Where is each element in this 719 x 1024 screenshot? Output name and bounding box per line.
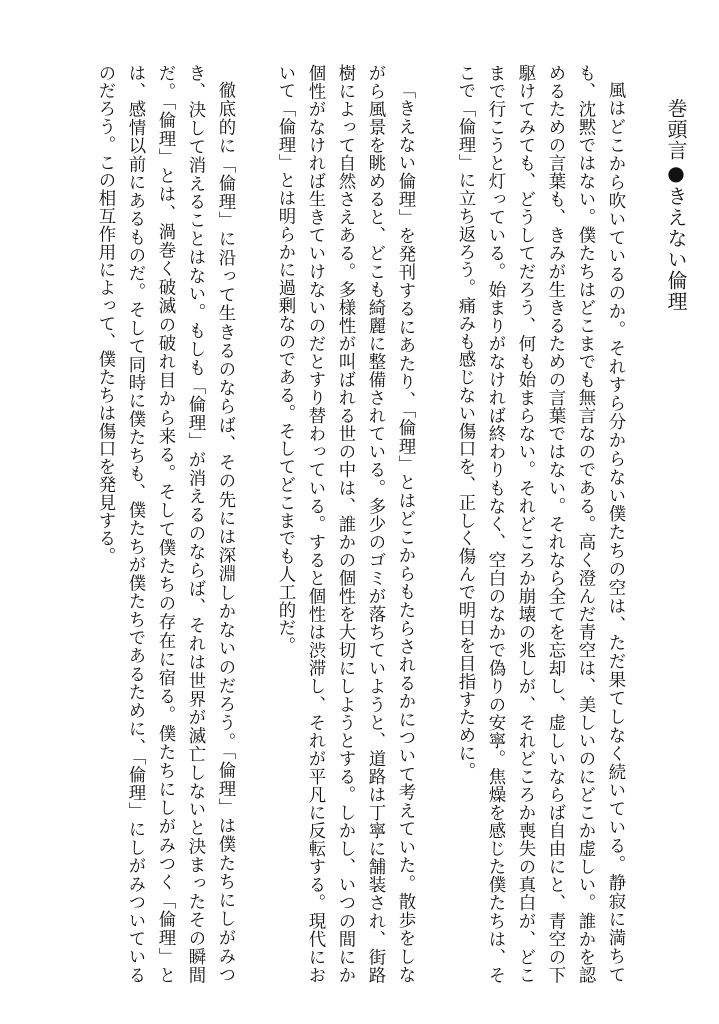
- vertical-essay-body: [90, 64, 630, 984]
- paragraph-2: 「きえない倫理」を発刊するにあたり、「倫理」とはどこからもたらされるかについて考えていた。散歩をしながら風景を眺めると、どこも綺麗に整備されている。多少のゴミが落ちていようと、道路は丁寧に舗装され、街路樹によって自然さえある。多様性が叫ばれる世の中は、誰かの個性を大切にしようとする。しかし、いつの間にか個性がなければ生きていけないのだとすり替わっている。すると個性は渋滞し、それが平凡に反転する。現代において「倫理」とは明らかに過剰なのである。そしてどこまでも人工的だ。: [275, 64, 415, 984]
- paragraph-1: 風はどこから吹いているのか。それすら分からない僕たちの空は、ただ果てしなく続いている。静寂に満ちても、沈黙ではない。僕たちはどこまでも無言なのである。高く澄んだ青空は、美しいのにどこか虚しい。誰かを認めるための言葉も、きみが生きるための言葉ではない。それなら全てを忘却し、虚しいならば自由にと、青空の下駆けてみても、どうしてだろう、何も始まらない。それどころか崩壊の兆しが、それどころか喪失の真白が、どこまで行こうと灯っている。始まりがなければ終わりもなく、空白のなかで偽りの安寧。焦燥を感じた僕たちは、そこで「倫理」に立ち返ろう。痛みも感じない傷口を、正しく傷んで明日を目指すために。: [455, 64, 625, 984]
- page-header-title: 巻頭言●きえない倫理: [664, 98, 688, 312]
- paragraph-3: 徹底的に「倫理」に沿って生きるのならば、その先には深淵しかないのだろう。「倫理」は僕たちにしがみつき、決して消えることはない。もしも「倫理」が消えるのならば、それは世界が滅亡しないと決まったその瞬間だ。「倫理」とは、渦巻く破滅の破れ目から来る。そして僕たちの存在に宿る。僕たちにしがみつく「倫理」とは、感情以前にあるものだ。そして同時に僕たちも、僕たちが僕たちであるために、「倫理」にしがみついているのだろう。この相互作用によって、僕たちは傷口を発見する。: [95, 64, 235, 984]
